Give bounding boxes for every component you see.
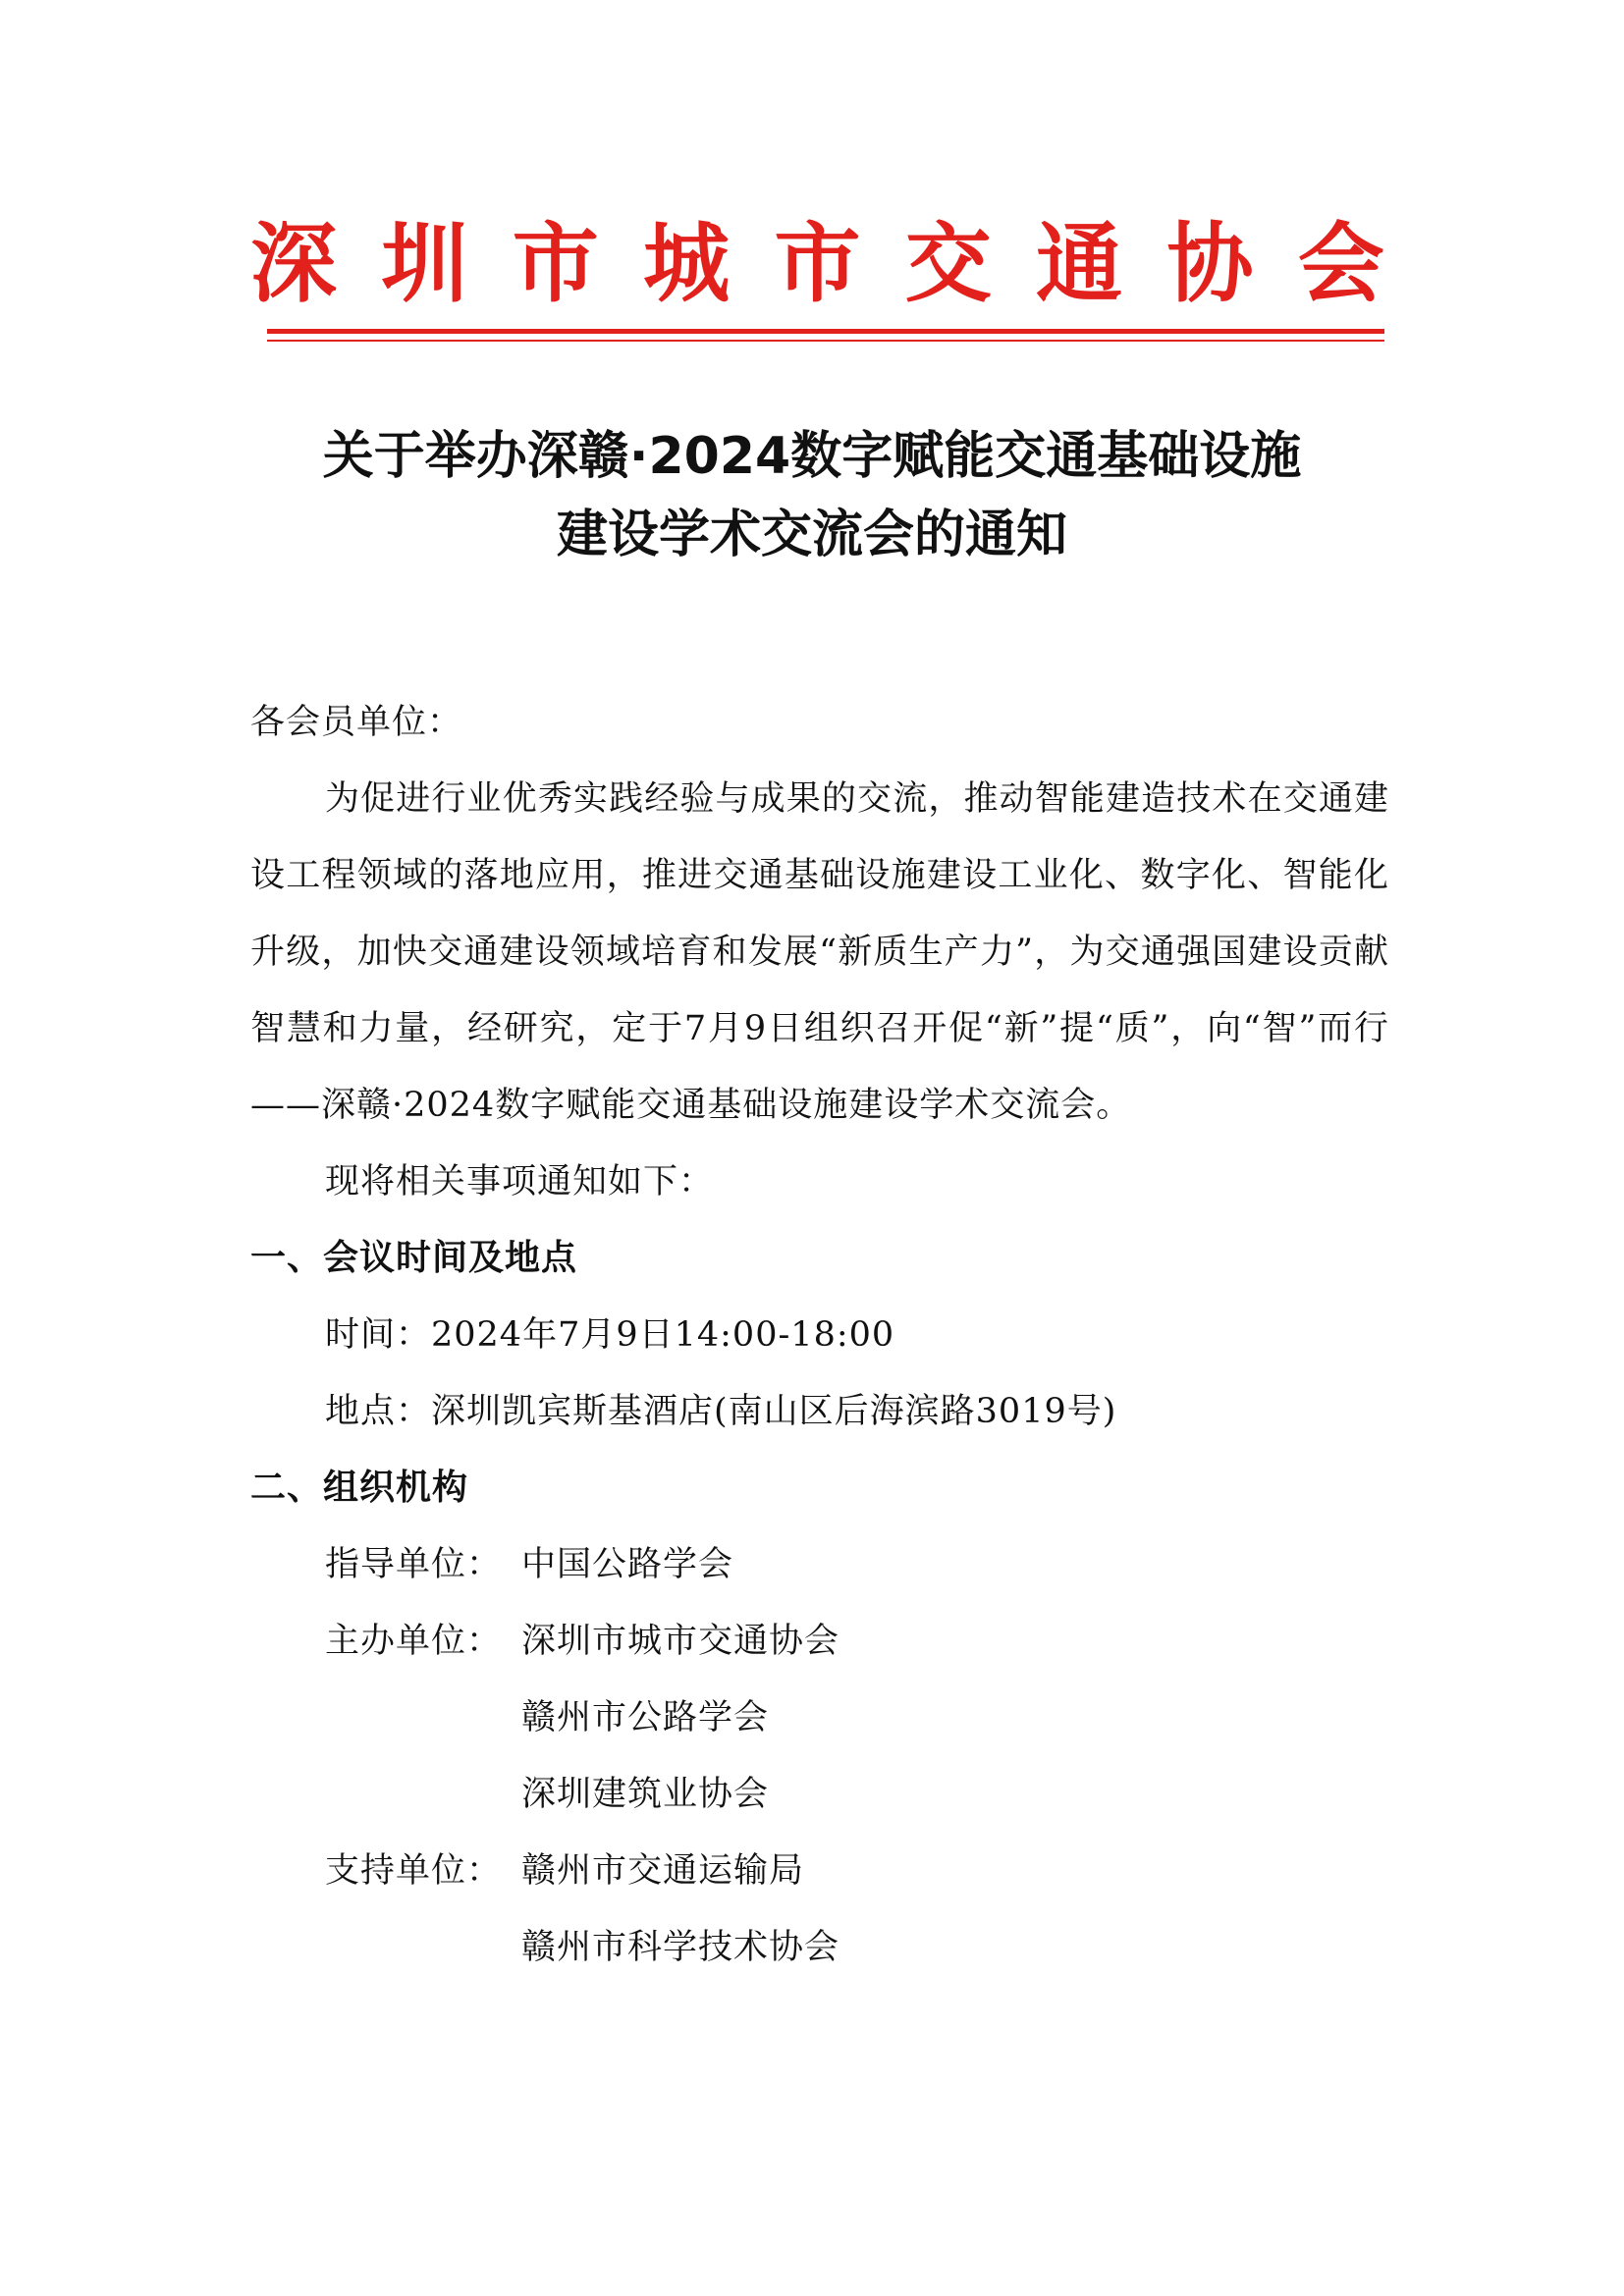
support-org-row [250, 1833, 1389, 1909]
guide-org-row [250, 1526, 1389, 1603]
letterhead-rule-thick [267, 329, 1384, 334]
host-org-row [250, 1680, 1389, 1756]
letterhead-char: 市 [774, 212, 861, 314]
letterhead-char: 通 [1036, 212, 1123, 314]
intro-line: 现将相关事项通知如下： [325, 1162, 715, 1201]
host-org-label: 主办单位： [325, 1622, 503, 1661]
document-title [226, 417, 1398, 574]
org-label-spacer [325, 1909, 521, 1986]
host-org-name: 深圳建筑业协会 [521, 1775, 770, 1814]
host-org-row [250, 1603, 1389, 1680]
meeting-location: 地点：深圳凯宾斯基酒店(南山区后海滨路3019号) [325, 1392, 1117, 1431]
salutation: 各会员单位： [250, 703, 463, 742]
letterhead-char: 协 [1166, 212, 1254, 314]
org-letterhead [250, 204, 1384, 322]
org-label-spacer [325, 1756, 521, 1833]
letterhead-rule-thin [267, 340, 1384, 342]
letterhead-char: 圳 [381, 212, 468, 314]
body-paragraph: 为促进行业优秀实践经验与成果的交流，推动智能建造技术在交通建设工程领域的落地应用，推进交通基础设施建设工业化、数字化、智能化升级，加快交通建设领域培育和发展“新质生产力”，为交通强国建设贡献智慧和力量，经研究，定于7月9日组织召开促“新”提“质”，向“智”而行——深赣·2024数字赋能交通基础设施建设学术交流会。 [250, 779, 1389, 1125]
title-line-1: 关于举办深赣·2024数字赋能交通基础设施 [322, 427, 1302, 486]
letterhead-char: 交 [904, 212, 992, 314]
org-label-spacer [325, 1680, 521, 1756]
support-org-label: 支持单位： [325, 1851, 503, 1891]
title-line-2: 建设学术交流会的通知 [556, 506, 1067, 564]
letterhead-char: 深 [250, 212, 338, 314]
support-org-name: 赣州市交通运输局 [521, 1851, 805, 1891]
support-org-name: 赣州市科学技术协会 [521, 1928, 840, 1967]
host-org-name: 深圳市城市交通协会 [521, 1622, 840, 1661]
letterhead-char: 城 [643, 212, 731, 314]
guide-org-name: 中国公路学会 [521, 1545, 734, 1584]
letterhead-char: 市 [512, 212, 599, 314]
host-org-row [250, 1756, 1389, 1833]
support-org-row [250, 1909, 1389, 1986]
section-heading-time-location: 一、会议时间及地点 [250, 1238, 578, 1278]
section-heading-organization: 二、组织机构 [250, 1468, 469, 1508]
meeting-time: 时间：2024年7月9日14:00-18:00 [325, 1315, 895, 1355]
document-body [250, 684, 1389, 1986]
host-org-name: 赣州市公路学会 [521, 1698, 770, 1737]
letterhead-char: 会 [1297, 212, 1384, 314]
guide-org-label: 指导单位： [325, 1545, 503, 1584]
